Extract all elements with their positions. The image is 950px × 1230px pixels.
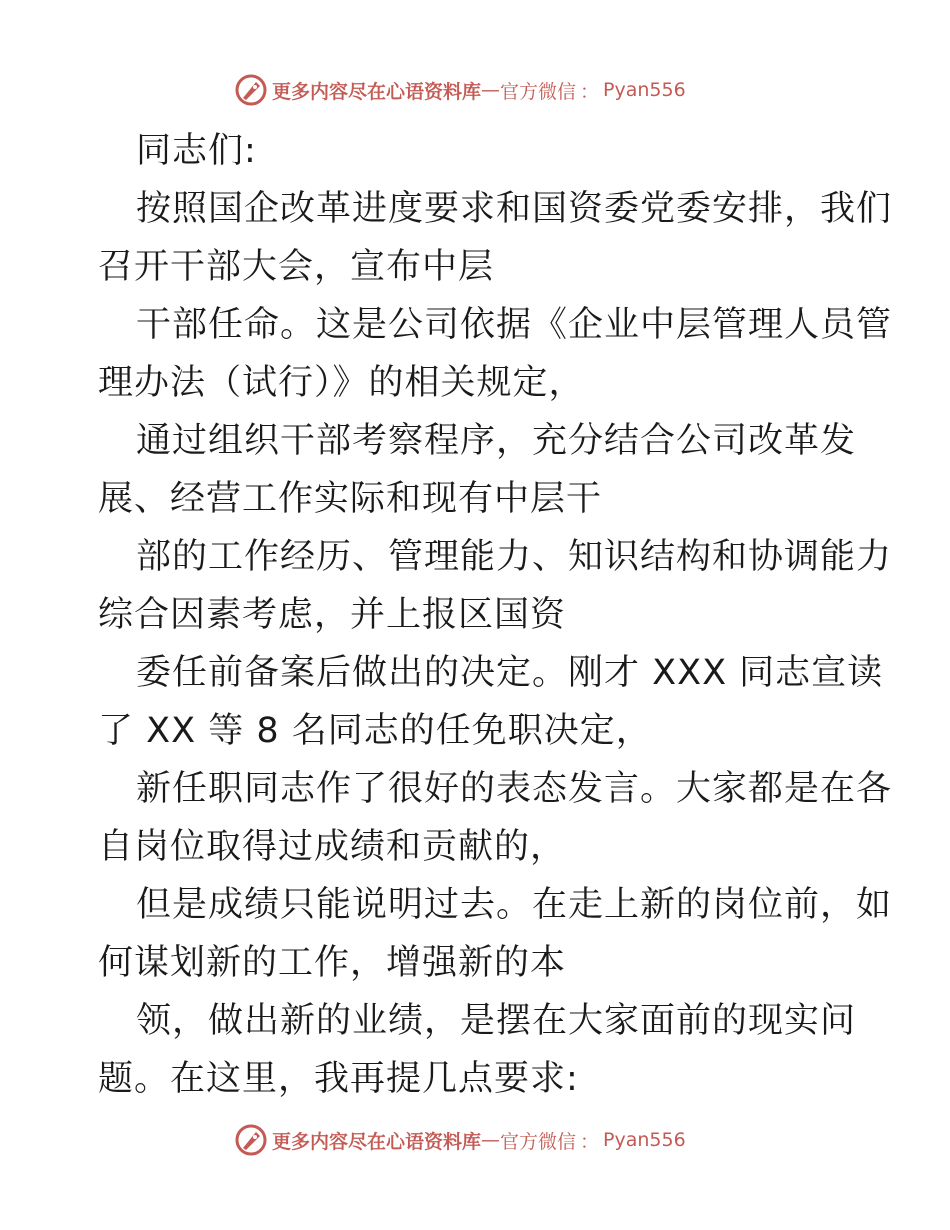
body-line: 领，做出新的业绩，是摆在大家面前的现实问 [136, 1001, 857, 1041]
body-line: 综合因素考虑，并上报区国资 [98, 595, 567, 635]
body-line: 展、经营工作实际和现有中层干 [98, 479, 603, 519]
body-line: 委任前备案后做出的决定。刚才 XXX 同志宣读 [136, 653, 884, 693]
header-site-text: 更多内容尽在心语资料库 [272, 80, 482, 103]
body-line: 召开干部大会，宣布中层 [98, 247, 495, 287]
header-colon: ： [580, 80, 600, 103]
pen-nib-logo-icon [234, 1123, 268, 1157]
body-line: 了 XX 等 8 名同志的任免职决定， [98, 711, 652, 751]
body-line: 部的工作经历、管理能力、知识结构和协调能力 [136, 537, 893, 577]
body-line: 理办法（试行）》的相关规定， [98, 363, 585, 403]
speech-body [98, 122, 893, 1108]
body-line: 自岗位取得过成绩和贡献的， [98, 827, 567, 867]
body-line: 新任职同志作了很好的表态发言。大家都是在各 [136, 769, 893, 809]
footer-watermark [234, 1120, 714, 1160]
footer-colon: ： [580, 1130, 600, 1153]
header-account: Pyan556 [603, 79, 686, 101]
body-line: 何谋划新的工作，增强新的本 [98, 943, 567, 983]
footer-account: Pyan556 [603, 1129, 686, 1151]
pen-nib-logo-icon [234, 73, 268, 107]
footer-site-text: 更多内容尽在心语资料库 [272, 1130, 482, 1153]
header-wechat-label: 官方微信 [500, 80, 577, 103]
body-line: 但是成绩只能说明过去。在走上新的岗位前，如 [136, 885, 893, 925]
body-line: 按照国企改革进度要求和国资委党委安排，我们 [136, 189, 893, 229]
body-line: 同志们: [136, 131, 257, 171]
header-watermark [234, 70, 714, 110]
footer-dash: — [481, 1129, 501, 1151]
footer-wechat-label: 官方微信 [500, 1130, 577, 1153]
header-dash: — [481, 79, 501, 101]
body-line: 题。在这里，我再提几点要求: [98, 1059, 579, 1099]
body-line: 通过组织干部考察程序，充分结合公司改革发 [136, 421, 857, 461]
body-line: 干部任命。这是公司依据《企业中层管理人员管 [136, 305, 893, 345]
